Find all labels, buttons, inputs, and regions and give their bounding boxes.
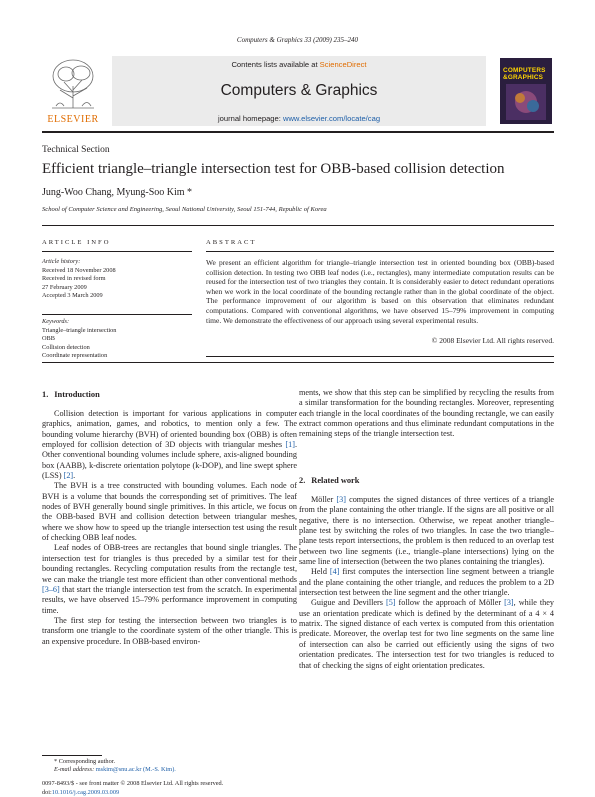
history-line: 27 February 2009 (42, 284, 192, 293)
citation-link[interactable]: [3] (504, 598, 514, 607)
section-2-heading (299, 476, 359, 485)
affiliation-rule (42, 225, 554, 226)
paragraph: Held [4] first computes the intersection line segment between a triangle and the plane containing the other triangle, and reduces the problem to a 2D intersection test between the line segment and the other triangle. (299, 567, 554, 598)
article-history (42, 258, 192, 301)
section-1-heading (42, 390, 100, 399)
body-top-rule (42, 362, 554, 363)
paragraph: The first step for testing the intersection between two triangles is to transform one triangle to the coordinate system of the other triangle. This is an expensive procedure. In OBB-based environ- (42, 616, 297, 647)
history-line: Accepted 3 March 2009 (42, 292, 192, 301)
article-info-rule (42, 251, 192, 252)
elsevier-wordmark: ELSEVIER (42, 114, 104, 125)
section-1-number: 1. (42, 390, 48, 399)
sciencedirect-link[interactable]: ScienceDirect (320, 60, 367, 69)
paragraph: The BVH is a tree constructed with bounding volumes. Each node of BVH is a volume that bounds the corresponding set of primitives. The leaf nodes of BVH generally bound single primitives. In this article, we focus on the OBB-based BVH and collision detection between triangular meshes, where we show how to speed up the triangle intersection test using the result of checking OBB leaf nodes. (42, 481, 297, 543)
history-line: Received in revised form (42, 275, 192, 284)
cover-title-line1: COMPUTERS (503, 67, 546, 74)
abstract-copyright: © 2008 Elsevier Ltd. All rights reserved. (206, 336, 554, 345)
right-column-top (299, 388, 554, 440)
contents-prefix: Contents lists available at (231, 60, 319, 69)
citation-link[interactable]: [3–6] (42, 585, 60, 594)
citation-link[interactable]: [1] (285, 440, 295, 449)
paragraph: Guigue and Devillers [5] follow the approach of Möller [3], while they use an orientation predicate which is defined by the determinant of a 4 × 4 matrix. The signed distance of each vertex is computed from this orientation predicate. Moreover, the overlap test for two line segments on the same line of intersection can also be carried out efficiently using the signs of two orientation predicates. The intersection test for two triangles is reduced to that of checking the signs of eight orientation predicates. (299, 598, 554, 670)
email-label: E-mail address: (54, 766, 96, 773)
paragraph: Leaf nodes of OBB-trees are rectangles that bound single triangles. The intersection test for triangles is thus preceded by a similar test for their bounding rectangles. Recycling computation results from the rectangle test, we can make the triangle test more efficient than other conventional methods [3–6] that start the triangle intersection test from the scratch. In experimental results, we have observed 15–79% performance improvement in computing time. (42, 543, 297, 615)
journal-banner (112, 56, 486, 126)
citation-link[interactable]: [3] (336, 495, 346, 504)
article-title: Efficient triangle–triangle intersection test for OBB-based collision detection (42, 161, 562, 178)
affiliation: School of Computer Science and Engineering, Seoul National University, Seoul 151-744, Republic of Korea (42, 206, 327, 213)
corresponding-author-note: * Corresponding author. (54, 758, 115, 766)
paragraph: Möller [3] computes the signed distances of three vertices of a triangle from the plane containing the other triangle. If the signs are all positive or all negative, there is no intersection. Otherwise, we repeat another triangle–plane test by switching the roles of two triangles. In case the two triangle–plane tests report intersections, the problem is then reduced to an overlap test between two line segments (i.e., triangle–plane intersections) lying on the same line of intersection (between the two planes containing the triangles). (299, 495, 554, 567)
abstract-heading: ABSTRACT (206, 239, 256, 246)
keyword: Coordinate representation (42, 352, 192, 361)
paragraph: ments, we show that this step can be simplified by recycling the results from a similar transformation for the bounding rectangles. Moreover, representing each triangle in the local coordinates of the bounding rectangle, we can easily extract common operations and thus eliminate redundant computations in the remaining steps of the triangle intersection test. (299, 388, 554, 440)
keywords-rule (42, 314, 192, 315)
journal-title: Computers & Graphics (112, 82, 486, 100)
keywords-label: Keywords: (42, 318, 192, 327)
email-link[interactable]: mskim@snu.ac.kr (M.-S. Kim). (96, 766, 176, 773)
abstract-rule (206, 251, 554, 252)
abstract-bottom-rule (206, 356, 554, 357)
history-label: Article history: (42, 258, 192, 267)
doi-line (42, 789, 223, 797)
history-line: Received 18 November 2008 (42, 267, 192, 276)
left-column (42, 409, 297, 647)
section-type: Technical Section (42, 145, 110, 155)
cover-art-image (506, 84, 546, 120)
keyword: Collision detection (42, 344, 192, 353)
right-column (299, 495, 554, 671)
section-1-title: Introduction (54, 390, 99, 399)
issn-line: 0097-8493/$ - see front matter © 2008 Elsevier Ltd. All rights reserved. (42, 780, 223, 789)
keywords (42, 318, 192, 361)
issn-block (42, 780, 223, 797)
authors: Jung-Woo Chang, Myung-Soo Kim * (42, 187, 192, 198)
section-2-number: 2. (299, 476, 305, 485)
doi-label: doi: (42, 789, 52, 796)
keyword: Triangle–triangle intersection (42, 327, 192, 336)
journal-homepage-link[interactable]: www.elsevier.com/locate/cag (283, 114, 380, 123)
cover-title-line2: &GRAPHICS (503, 74, 543, 81)
footnote-rule (42, 755, 102, 756)
citation-link[interactable]: [5] (386, 598, 396, 607)
keyword: OBB (42, 335, 192, 344)
homepage-prefix: journal homepage: (218, 114, 283, 123)
article-info-heading: ARTICLE INFO (42, 239, 110, 246)
email-note (54, 766, 176, 774)
running-head: Computers & Graphics 33 (2009) 235–240 (0, 36, 595, 44)
journal-cover-thumbnail (500, 58, 552, 124)
doi-link[interactable]: 10.1016/j.cag.2009.03.009 (52, 789, 119, 796)
citation-link[interactable]: [4] (330, 567, 340, 576)
section-2-title: Related work (311, 476, 359, 485)
citation-link[interactable]: [2] (64, 471, 74, 480)
abstract-text: We present an efficient algorithm for triangle–triangle intersection test in oriented bounding box (OBB)-based collision detection. In testing two OBB leaf nodes (i.e., rectangles), many intermediate computation results can be reused for the intersection test of two triangles they contain. It is considerably easier to detect redundant operations when we work in the local coordinate of the bounding rectangle rather than in the global coordinate of the object. The performance improvement of our algorithm is based on this observation that eliminates redundant computations. Compared with conventional algorithms, we have observed 15–79% improvement in computing time. We demonstrate the effectiveness of our approach using several experimental results. (206, 258, 554, 325)
contents-available-line (112, 60, 486, 69)
journal-homepage-line (112, 114, 486, 123)
header-rule (42, 131, 554, 133)
paragraph: Collision detection is important for various applications in computer graphics, animation, games, and robotics, to mention only a few. The bounding volume hierarchy (BVH) of oriented bounding box (OBB) is often employed for collision detection of 3D objects with triangular meshes [1]. Other conventional bounding volumes include sphere, axis-aligned bounding box (AABB), k-discrete orientation polytope (k-DOP), and line swept sphere (LSS) [2]. (42, 409, 297, 481)
